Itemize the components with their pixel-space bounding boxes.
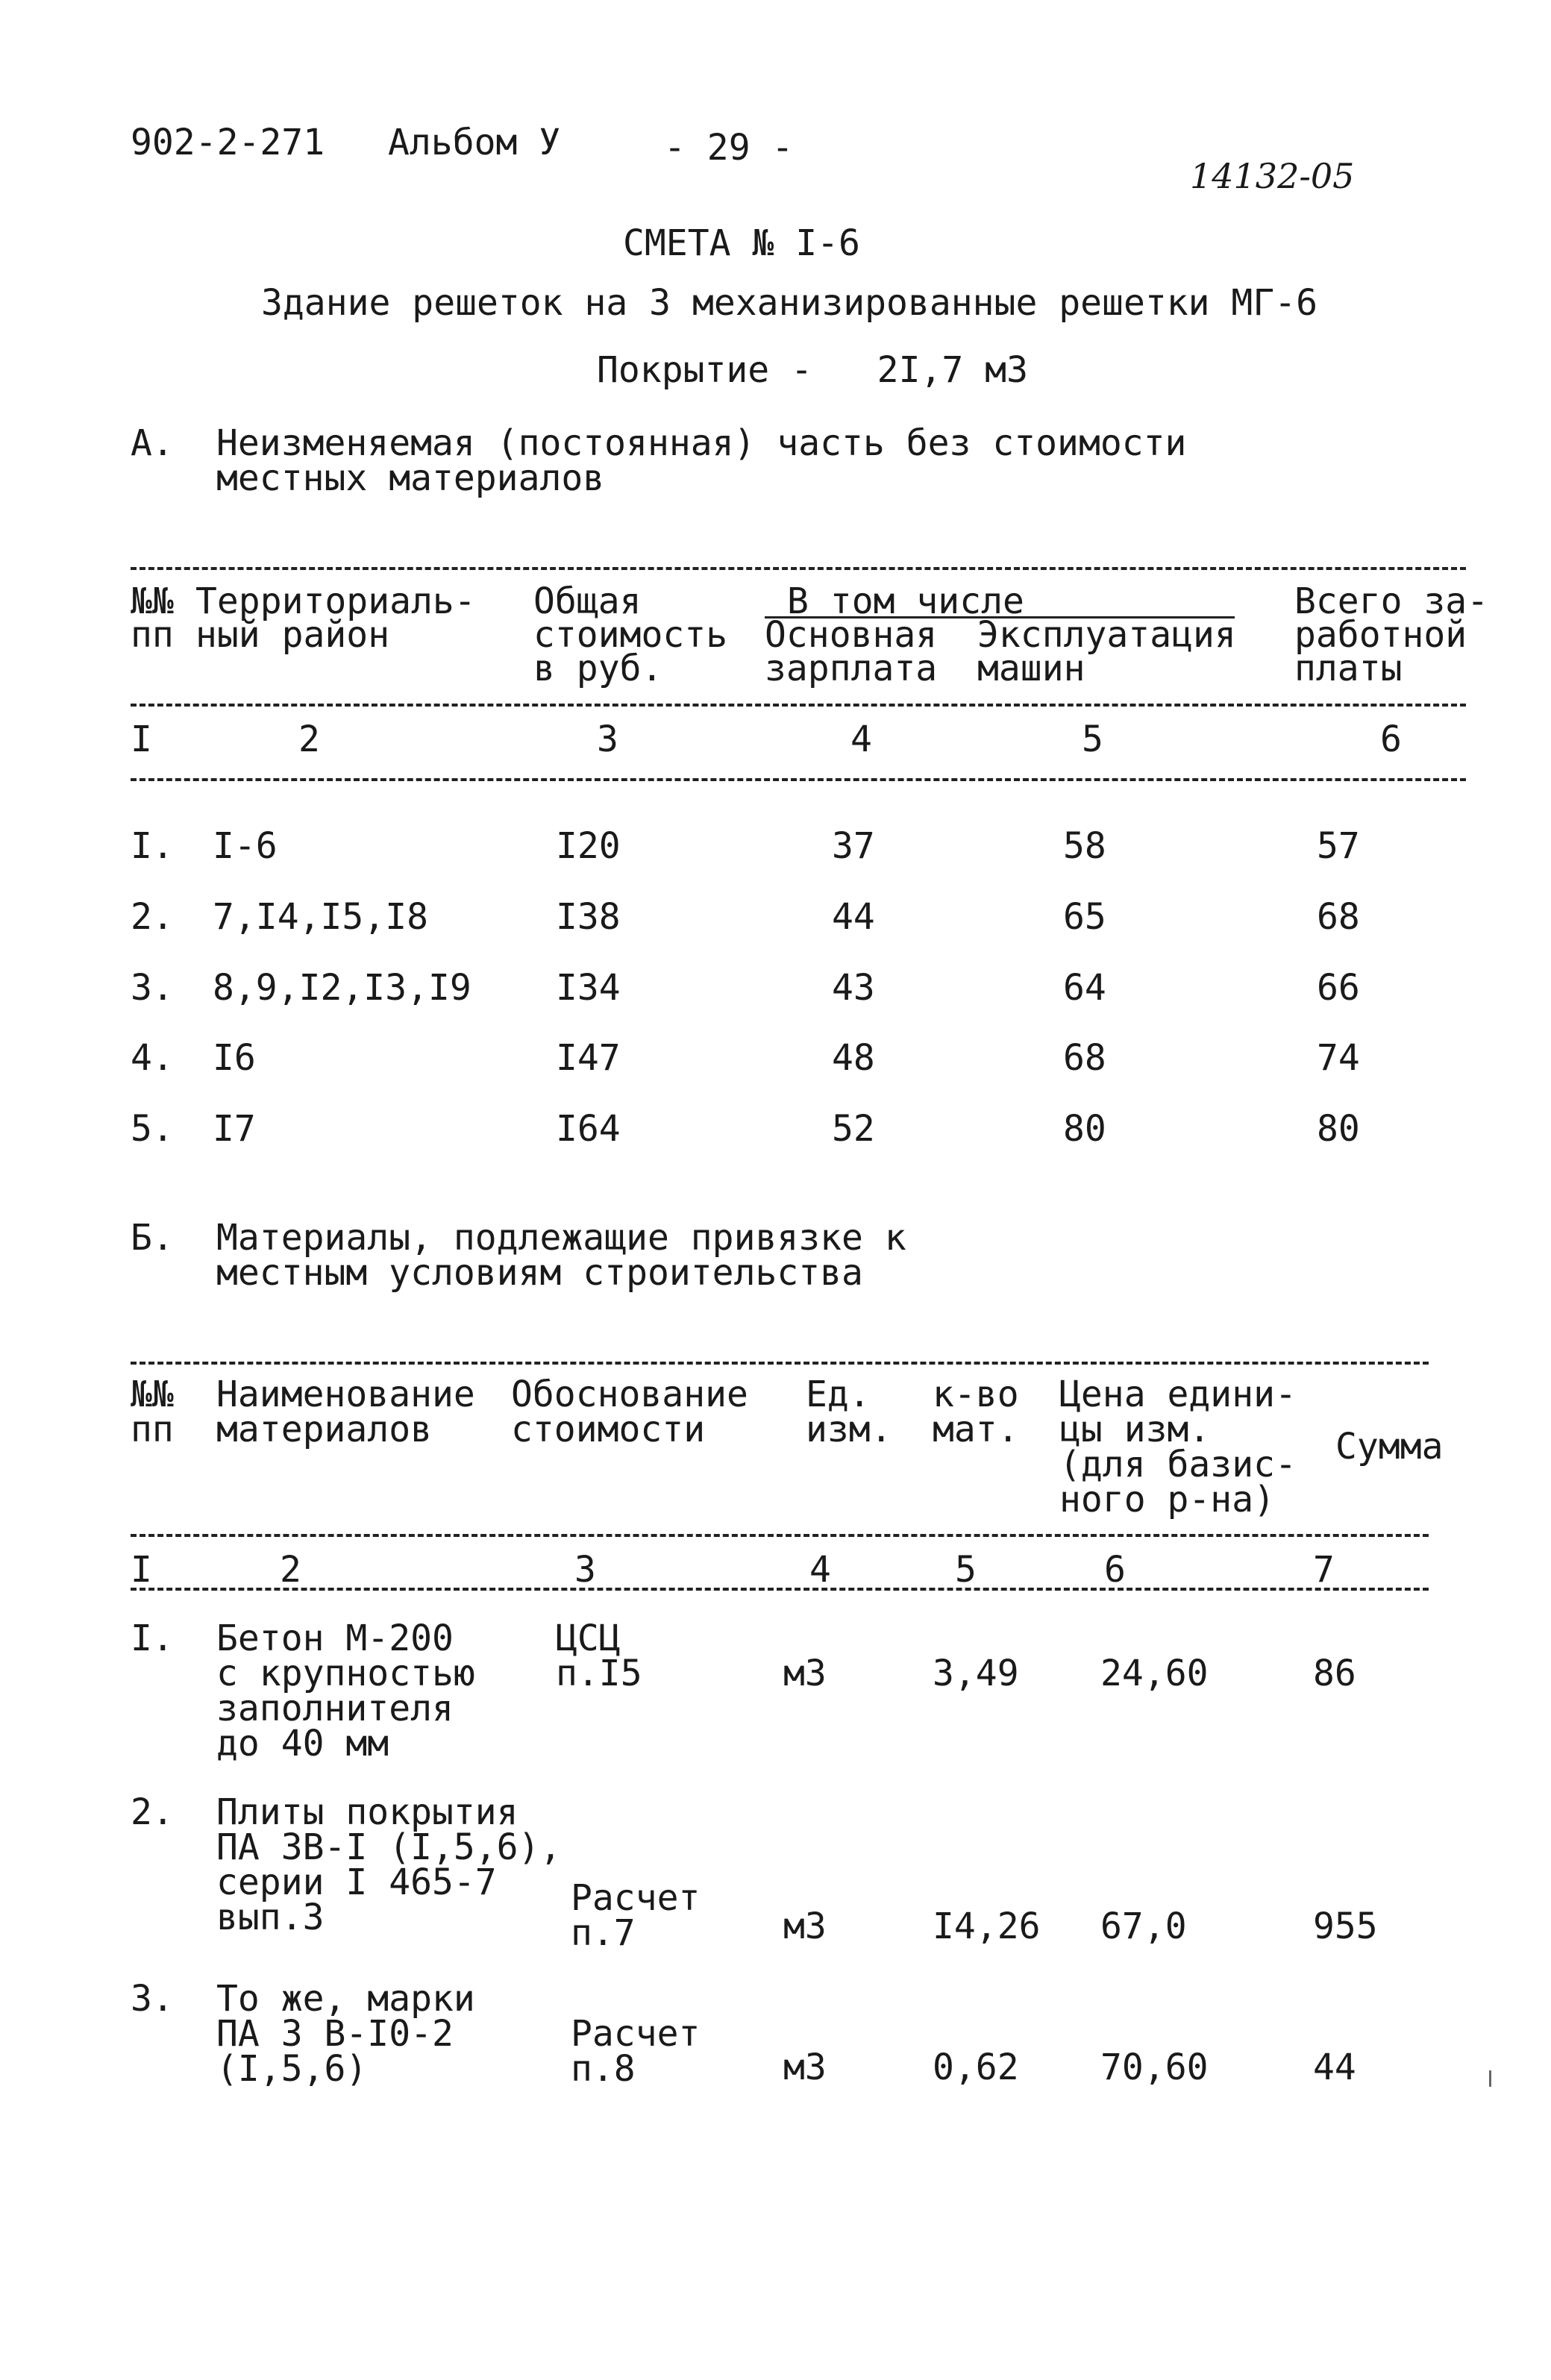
table-b-row-unit: м3 (783, 1905, 827, 1947)
table-a-row-machines: 58 (1063, 825, 1106, 867)
page-number: - 29 - (664, 127, 794, 169)
table-b-header-price-3: (для базис- (1059, 1444, 1297, 1485)
table-a-header-wage: Всего за- (1294, 580, 1489, 622)
table-a-row-salary: 43 (832, 967, 875, 1009)
table-a-header-total-2: стоимость (533, 614, 728, 656)
table-b-header-qty-2: мат. (933, 1409, 1019, 1450)
table-b-row-name-line: до 40 мм (216, 1723, 389, 1764)
table-a-header-region-2: ный район (195, 614, 390, 656)
table-a-colnum: 4 (850, 718, 872, 760)
table-b-header-num: №№ (131, 1374, 174, 1415)
table-b-header-price: Цена едини- (1059, 1374, 1297, 1415)
table-a-header-num-2: пп (131, 614, 174, 656)
table-b-row-price: 24,60 (1100, 1653, 1209, 1694)
table-a-row-wage: 80 (1317, 1108, 1360, 1150)
table-b-row-name-line: Плиты покрытия (216, 1791, 518, 1833)
table-b-row-sum: 86 (1313, 1653, 1356, 1694)
table-b-colnum: 6 (1104, 1549, 1126, 1591)
table-a-row-wage: 57 (1317, 825, 1360, 867)
table-a-colnum-rule (131, 778, 1466, 781)
table-a-header-salary-2: зарплата (765, 648, 938, 689)
table-a-row-num: 2. (131, 896, 174, 938)
table-b-row-basis-line: п.I5 (556, 1653, 642, 1694)
table-a-row-wage: 74 (1317, 1037, 1360, 1079)
table-b-row-price: 67,0 (1100, 1905, 1187, 1947)
table-a-row-salary: 48 (832, 1037, 875, 1079)
table-a-row-machines: 68 (1063, 1037, 1106, 1079)
table-b-row-num: 2. (131, 1791, 174, 1833)
table-a-row-num: 5. (131, 1108, 174, 1150)
table-b-row-qty: I4,26 (933, 1905, 1041, 1947)
table-b-row-name-line: вып.3 (216, 1897, 325, 1938)
table-b-header-sum: Сумма (1335, 1426, 1444, 1468)
table-b-header-price-4: ного р-на) (1059, 1479, 1275, 1521)
table-b-top-rule (131, 1362, 1429, 1365)
table-a-row-region: I6 (213, 1037, 256, 1079)
table-a-colnum: 6 (1380, 718, 1402, 760)
table-b-row-unit: м3 (783, 1653, 827, 1694)
table-b-row-name-line: Бетон М-200 (216, 1618, 454, 1659)
table-a-row-wage: 68 (1317, 896, 1360, 938)
table-a-row-salary: 52 (832, 1108, 875, 1150)
table-b-row-sum: 955 (1313, 1905, 1378, 1947)
table-b-colnum: 3 (574, 1549, 596, 1591)
table-a-row-total: I34 (556, 967, 621, 1009)
table-a-colnum: I (131, 718, 152, 760)
table-b-row-name-line: с крупностью (216, 1653, 475, 1694)
table-a-header-rule (131, 704, 1466, 707)
table-b-row-name-line: То же, марки (216, 1978, 475, 2020)
table-b-row-qty: 3,49 (933, 1653, 1019, 1694)
table-a-row-num: 4. (131, 1037, 174, 1079)
table-a-header-wage-2: работной (1294, 614, 1467, 656)
table-a-row-total: I47 (556, 1037, 621, 1079)
table-a-row-num: I. (131, 825, 174, 867)
table-a-row-total: I20 (556, 825, 621, 867)
table-b-colnum: 5 (955, 1549, 977, 1591)
table-a-row-region: 7,I4,I5,I8 (213, 896, 428, 938)
table-b-row-name-line: заполнителя (216, 1688, 454, 1729)
table-a-header-total: Общая (533, 580, 642, 622)
table-b-row-num: 3. (131, 1978, 174, 2020)
table-b-header-name: Наименование (216, 1374, 475, 1415)
table-b-header-basis-2: стоимости (511, 1409, 706, 1450)
table-b-colnum: 7 (1313, 1549, 1335, 1591)
table-a-row-region: I-6 (213, 825, 278, 867)
table-b-header-unit: Ед. (806, 1374, 871, 1415)
table-a-header-machines-2: машин (977, 648, 1085, 689)
table-a-colnum: 5 (1082, 718, 1103, 760)
scan-mark (1489, 2070, 1491, 2087)
section-b-title-line1: Материалы, подлежащие привязке к (216, 1217, 906, 1259)
table-b-colnum-rule (131, 1588, 1429, 1591)
table-a-row-wage: 66 (1317, 967, 1360, 1009)
section-b-title-line2: местным условиям строительства (216, 1252, 863, 1294)
table-b-row-basis-line: ЦСЦ (556, 1618, 621, 1659)
table-a-header-region: Территориаль- (195, 580, 476, 622)
table-b-row-sum: 44 (1313, 2047, 1356, 2088)
table-b-row-name-line: (I,5,6) (216, 2048, 368, 2090)
section-b-letter: Б. (131, 1217, 174, 1259)
table-a-row-machines: 65 (1063, 896, 1106, 938)
table-b-row-basis-line: п.8 (571, 2048, 636, 2090)
cover-volume: Покрытие - 2I,7 м3 (597, 349, 1028, 391)
table-b-colnum: I (131, 1549, 152, 1591)
table-b-row-qty: 0,62 (933, 2047, 1019, 2088)
table-a-row-num: 3. (131, 967, 174, 1009)
table-b-row-name-line: серии I 465-7 (216, 1861, 497, 1903)
table-a-header-wage-3: платы (1294, 648, 1403, 689)
table-a-header-incl: В том числе (787, 580, 1024, 622)
table-b-row-price: 70,60 (1100, 2047, 1209, 2088)
table-b-row-basis-line: Расчет (571, 2013, 701, 2055)
table-a-row-region: I7 (213, 1108, 256, 1150)
table-b-row-basis-line: Расчет (571, 1877, 701, 1919)
table-a-row-machines: 80 (1063, 1108, 1106, 1150)
table-b-header-num-2: пп (131, 1409, 174, 1450)
table-a-header-salary: Основная (765, 614, 938, 656)
table-a-header-total-3: в руб. (533, 648, 663, 689)
table-a-row-salary: 37 (832, 825, 875, 867)
table-a-row-total: I38 (556, 896, 621, 938)
section-a-letter: А. (131, 422, 174, 464)
document-code: 902-2-271 (131, 122, 325, 163)
table-b-header-unit-2: изм. (806, 1409, 892, 1450)
table-b-header-name-2: материалов (216, 1409, 432, 1450)
table-a-header-num: №№ (131, 580, 174, 622)
section-a-title-line2: местных материалов (216, 457, 605, 499)
table-a-colnum: 2 (298, 718, 320, 760)
table-a-row-machines: 64 (1063, 967, 1106, 1009)
album-label: Альбом У (388, 122, 561, 163)
table-b-row-num: I. (131, 1618, 174, 1659)
table-b-row-name-line: ПА 3 В-I0-2 (216, 2013, 454, 2055)
archive-stamp: 14132-05 (1190, 156, 1355, 196)
table-b-row-basis-line: п.7 (571, 1912, 636, 1954)
table-b-row-unit: м3 (783, 2047, 827, 2088)
table-b-header-rule (131, 1534, 1429, 1537)
table-b-row-name-line: ПА 3В-I (I,5,6), (216, 1826, 562, 1868)
table-a-top-rule (131, 567, 1466, 570)
table-a-row-salary: 44 (832, 896, 875, 938)
smeta-subtitle: Здание решеток на 3 механизированные решетки МГ-6 (261, 282, 1318, 324)
table-a-colnum: 3 (597, 718, 618, 760)
table-a-row-region: 8,9,I2,I3,I9 (213, 967, 471, 1009)
table-a-header-machines: Эксплуатация (977, 614, 1236, 656)
table-b-header-qty: к-во (933, 1374, 1019, 1415)
table-b-header-basis: Обоснование (511, 1374, 748, 1415)
table-b-colnum: 4 (809, 1549, 831, 1591)
table-b-header-price-2: цы изм. (1059, 1409, 1211, 1450)
table-b-colnum: 2 (280, 1549, 301, 1591)
smeta-title: СМЕТА № I-6 (623, 222, 860, 264)
section-a-title-line1: Неизменяемая (постоянная) часть без стоимости (216, 422, 1187, 464)
table-a-row-total: I64 (556, 1108, 621, 1150)
